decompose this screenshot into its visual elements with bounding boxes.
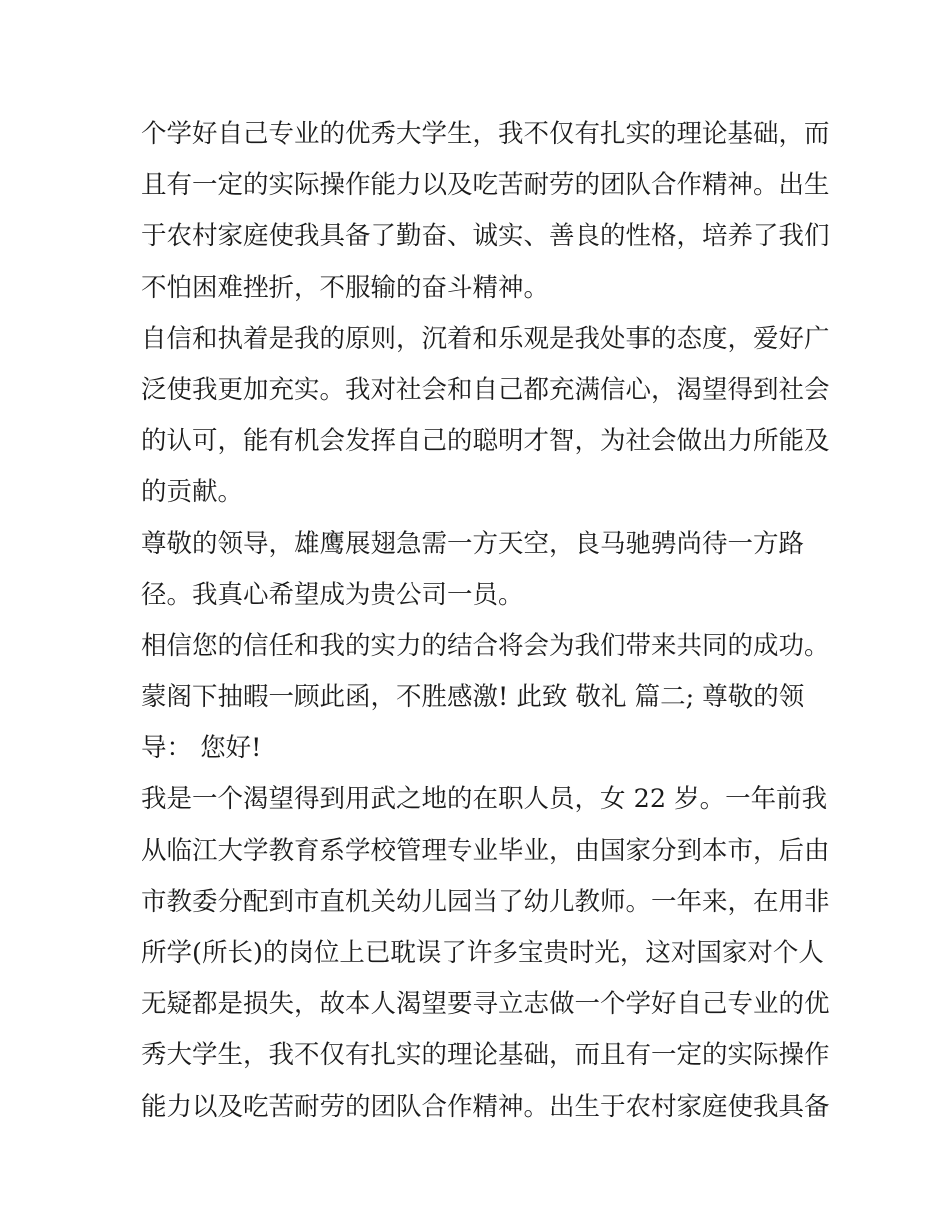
text-line-1: 个学好自己专业的优秀大学生，我不仅有扎实的理论基础，而 [141, 119, 830, 149]
text-line-16: 市教委分配到市直机关幼儿园当了幼儿教师。一年来，在用非 [141, 886, 830, 917]
text-line-14: 我是一个渴望得到用武之地的在职人员，女 22 岁。一年前我 [141, 784, 828, 815]
text-line-20: 能力以及吃苦耐劳的团队合作精神。出生于农村家庭使我具备 [141, 1091, 830, 1122]
text-line-5: 自信和执着是我的原则，沉着和乐观是我处事的态度，爱好广 [141, 323, 830, 354]
text-line-6: 泛使我更加充实。我对社会和自己都充满信心，渴望得到社会 [141, 374, 830, 405]
text-line-3: 于农村家庭使我具备了勤奋、诚实、善良的性格，培养了我们 [141, 221, 830, 252]
text-line-18: 无疑都是损失，故本人渴望要寻立志做一个学好自己专业的优 [141, 989, 830, 1020]
text-line-2: 且有一定的实际操作能力以及吃苦耐劳的团队合作精神。出生 [141, 170, 830, 201]
text-line-4: 不怕困难挫折，不服输的奋斗精神。 [141, 272, 550, 303]
text-line-10: 径。我真心希望成为贵公司一员。 [141, 579, 524, 610]
text-line-13: 导： 您好! [141, 733, 262, 764]
text-line-11: 相信您的信任和我的实力的结合将会为我们带来共同的成功。 [141, 630, 830, 661]
text-line-9: 尊敬的领导，雄鹰展翅急需一方天空，良马驰骋尚待一方路 [141, 528, 805, 559]
text-line-15: 从临江大学教育系学校管理专业毕业，由国家分到本市，后由 [141, 835, 830, 866]
text-line-19: 秀大学生，我不仅有扎实的理论基础，而且有一定的实际操作 [141, 1040, 830, 1071]
text-line-17: 所学(所长)的岗位上已耽误了许多宝贵时光，这对国家对个人 [141, 938, 824, 968]
text-line-12: 蒙阁下抽暇一顾此函，不胜感激! 此致 敬礼 篇二; 尊敬的领 [141, 682, 805, 713]
text-line-8: 的贡献。 [141, 477, 244, 508]
text-line-7: 的认可，能有机会发挥自己的聪明才智，为社会做出力所能及 [141, 426, 830, 457]
body-text [141, 109, 831, 1133]
